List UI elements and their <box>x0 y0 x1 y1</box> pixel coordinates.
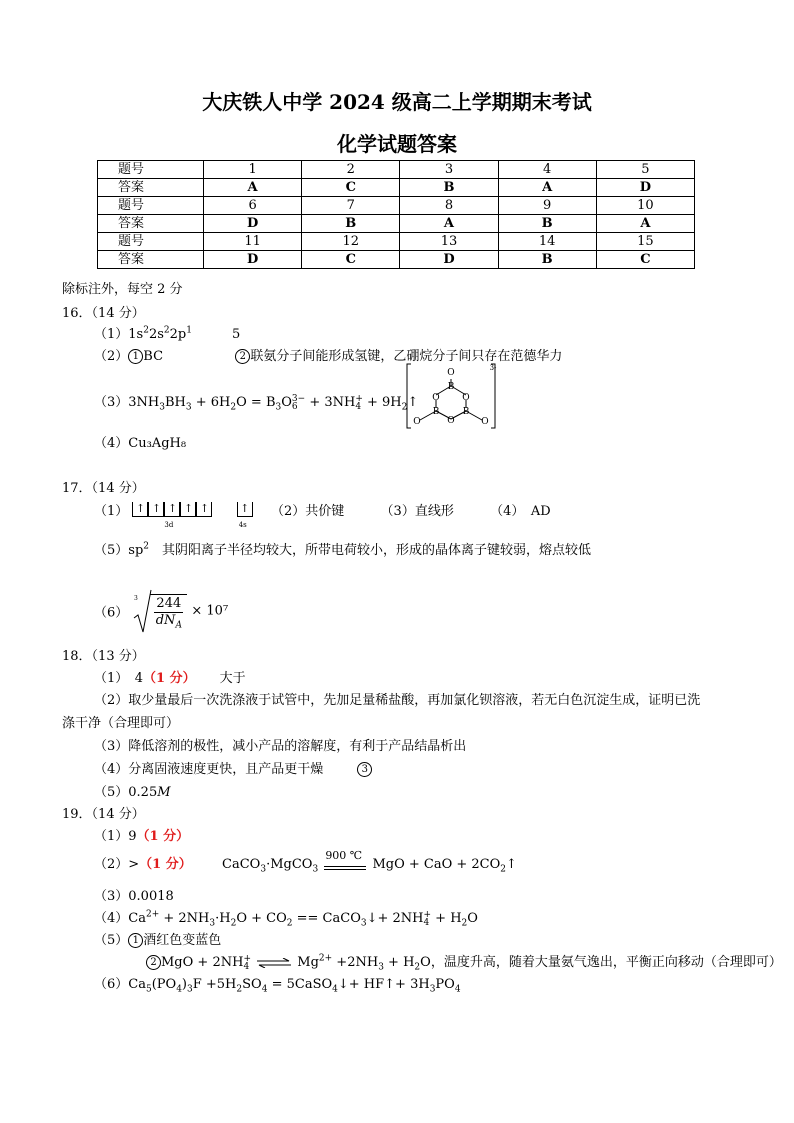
table-cell: C <box>302 251 400 269</box>
orbital-diagram-4s: ↑ 4s <box>237 502 253 517</box>
row-label: 答案 <box>98 179 204 197</box>
table-cell: 9 <box>498 197 596 215</box>
q19-part2: （2）>（1 分） CaCO$_3$·MgCO$_3$ 900 ℃ MgO + CaO + $2CO_2↑$ <box>94 848 517 875</box>
row-label: 题号 <box>98 233 204 251</box>
question-number-row <box>98 161 695 179</box>
ring-atom-b: B <box>432 407 440 417</box>
page-subtitle: 化学试题答案 <box>337 132 457 156</box>
q17-part5: $(5)sp^2$ 其阴阳离子半径均较大，所带电荷较小，形成的晶体离子键较弱，熔点较低 <box>94 541 592 558</box>
circled-number-1: 1 <box>128 933 143 948</box>
table-cell: 5 <box>596 161 694 179</box>
answer-row <box>98 251 695 269</box>
b3o6-ring-structure <box>405 362 500 430</box>
table-cell: A <box>204 179 302 197</box>
q19-part1: （1）9（1 分） <box>94 829 190 844</box>
table-cell: 14 <box>498 233 596 251</box>
table-cell: A <box>498 179 596 197</box>
table-cell: 13 <box>400 233 498 251</box>
table-cell: 7 <box>302 197 400 215</box>
row-label: 题号 <box>98 197 204 215</box>
row-label: 答案 <box>98 251 204 269</box>
answer-row <box>98 179 695 197</box>
table-cell: 11 <box>204 233 302 251</box>
table-cell: D <box>204 251 302 269</box>
ring-atom-o: O <box>481 417 489 427</box>
table-cell: 15 <box>596 233 694 251</box>
q16-part4: （4）Cu₃AgH₈ <box>94 436 187 451</box>
equilibrium-arrow-icon <box>255 958 293 968</box>
table-cell: A <box>596 215 694 233</box>
table-cell: 1 <box>204 161 302 179</box>
table-cell: C <box>596 251 694 269</box>
ring-atom-o: O <box>447 416 455 426</box>
ring-atom-o: O <box>413 417 421 427</box>
circled-number-1: 1 <box>128 349 143 364</box>
ring-charge: 3- <box>489 364 497 372</box>
table-cell: D <box>596 179 694 197</box>
q18-part4: （4）分离固液速度更快，且产品更干燥 3 <box>94 758 372 777</box>
score-note: （1 分） <box>139 857 192 872</box>
scoring-note: 除标注外，每空 2 分 <box>62 282 183 297</box>
q17-part1: （1） ↑ ↑ ↑ ↑ ↑ 3d ↑ 4s （2）共价键 （3）直线形 （4） AD <box>94 502 551 529</box>
q17-part6: （6） 3 $\frac{244}{dN_A}$ × 10⁷ <box>94 588 228 636</box>
q18-heading: 18．（13 分） <box>62 649 145 664</box>
question-number-row <box>98 233 695 251</box>
score-note: （1 分） <box>143 671 196 686</box>
cube-root-sign <box>132 588 152 634</box>
q17-heading: 17．（14 分） <box>62 481 145 496</box>
table-cell: B <box>302 215 400 233</box>
q18-part2-line2: 涤干净（合理即可） <box>62 716 180 731</box>
table-cell: C <box>302 179 400 197</box>
q18-part1: （1） 4（1 分） 大于 <box>94 671 246 686</box>
q18-part5: （5）0.25M <box>94 785 171 800</box>
table-cell: 6 <box>204 197 302 215</box>
table-cell: 12 <box>302 233 400 251</box>
table-cell: 2 <box>302 161 400 179</box>
orbital-diagram-3d: ↑ ↑ ↑ ↑ ↑ 3d <box>132 502 212 517</box>
q19-part3: （3）0.0018 <box>94 889 174 904</box>
q19-part6: $(6)Ca_5(PO_4)_3F +5H_2SO_4$ = 5CaSO$_4$↓+ HF↑+ $3H_3PO_4$ <box>94 977 461 995</box>
ring-atom-b: B <box>462 407 470 417</box>
row-label: 题号 <box>98 161 204 179</box>
q16-heading: 16．（14 分） <box>62 306 145 321</box>
table-cell: B <box>400 179 498 197</box>
table-cell: 8 <box>400 197 498 215</box>
q19-heading: 19．（14 分） <box>62 807 145 822</box>
q16-part2: （2） 1 BC 2 联氨分子间能形成氢键，乙硼烷分子间只存在范德华力 <box>94 349 563 364</box>
table-cell: 3 <box>400 161 498 179</box>
answer-table <box>97 160 695 269</box>
ring-atom-o: O <box>462 393 470 403</box>
answer-row <box>98 215 695 233</box>
score-note: （1 分） <box>136 829 190 844</box>
table-cell: 10 <box>596 197 694 215</box>
ring-atom-o: O <box>447 368 455 378</box>
question-number-row <box>98 197 695 215</box>
svg-text:3: 3 <box>134 595 139 602</box>
table-cell: B <box>498 215 596 233</box>
circled-number-2: 2 <box>146 955 161 970</box>
q19-part4: $(4)Ca^{2+} + 2NH_3\cdot H_2O + CO_2$ == CaCO$_3$↓+ 2NH + 4 + $H_2O$ <box>94 909 478 929</box>
row-label: 答案 <box>98 215 204 233</box>
q18-part3: （3）降低溶剂的极性，减小产品的溶解度，有利于产品结晶析出 <box>94 739 467 754</box>
q19-part5b: 2 MgO + 2NH + 4 $Mg^{2+} +2NH_3 + H_2O$，温度升高，随着大量氨气逸出，平衡正向移动（合理即可） <box>146 951 782 971</box>
circled-number-3: 3 <box>357 762 372 777</box>
table-cell: D <box>400 251 498 269</box>
q19-part5a: （5） 1 酒红色变蓝色 <box>94 933 222 948</box>
page-title: 大庆铁人中学 2024 级高二上学期期末考试 <box>202 90 592 114</box>
table-cell: B <box>498 251 596 269</box>
reaction-condition-arrow: 900 ℃ <box>322 858 368 872</box>
table-cell: A <box>400 215 498 233</box>
q18-part2-line1: （2）取少量最后一次洗涤液于试管中，先加足量稀盐酸，再加氯化钡溶液，若无白色沉淀生成，证明已洗 <box>94 693 701 708</box>
table-cell: 4 <box>498 161 596 179</box>
q16-part3-equation: $(3)3NH_3BH_3 + 6H_2O = B_3O$ 3− 6 + 3NH + 4 + $9H_2↑$ <box>94 393 419 413</box>
ring-atom-b: B <box>447 382 455 392</box>
table-cell: D <box>204 215 302 233</box>
circled-number-2: 2 <box>235 349 250 364</box>
ring-atom-o: O <box>432 393 440 403</box>
q16-part1: $(1)1s^22s^22p^1$ 5 <box>94 325 241 342</box>
